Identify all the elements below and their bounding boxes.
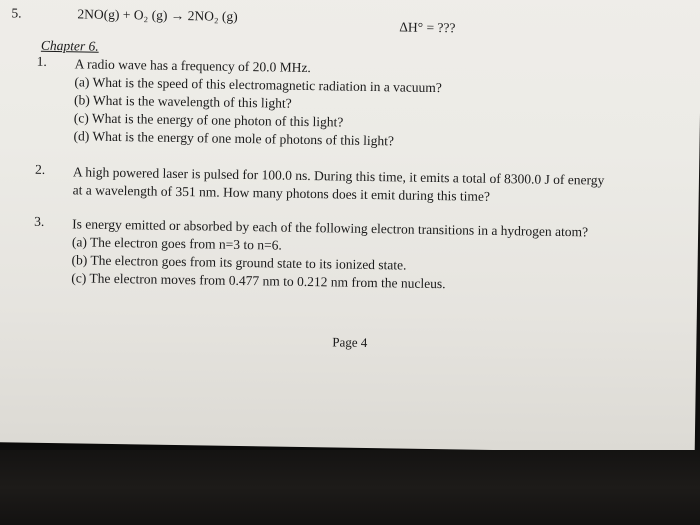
chapter-heading: Chapter 6. [40,37,99,54]
reaction-equation: 2NO(g) + O₂ (g) → 2NO₂ (g) [77,6,238,24]
question-text: at a wavelength of 351 nm. How many photons does it emit during this time? [72,182,491,204]
question-part: (c) The electron moves from 0.477 nm to 0.212 nm from the nucleus. [71,270,446,292]
question-number: 5. [11,5,22,21]
question-part: (a) The electron goes from n=3 to n=6. [71,234,282,253]
question-part: (b) What is the wavelength of this light? [74,92,292,111]
question-text: A high powered laser is pulsed for 100.0 ns. During this time, it emits a total of 8300.0 J of energy [72,164,605,188]
enthalpy-label: ΔH° = ??? [399,19,456,36]
question-part: (d) What is the energy of one mole of photons of this light? [73,128,395,149]
question-number: 2. [34,161,46,177]
question-text: Is energy emitted or absorbed by each of the following electron transitions in a hydrogen atom? [72,216,589,240]
page-number: Page 4 [332,334,368,350]
question-number: 1. [36,53,47,69]
question-part: (b) The electron goes from its ground state to its ionized state. [71,252,407,273]
question-part: (a) What is the speed of this electromagnetic radiation in a vacuum? [74,74,442,96]
question-part: (c) What is the energy of one photon of this light? [73,110,344,130]
question-text: A radio wave has a frequency of 20.0 MHz. [74,56,311,76]
question-number: 3. [34,213,45,229]
table-surface [0,450,700,525]
